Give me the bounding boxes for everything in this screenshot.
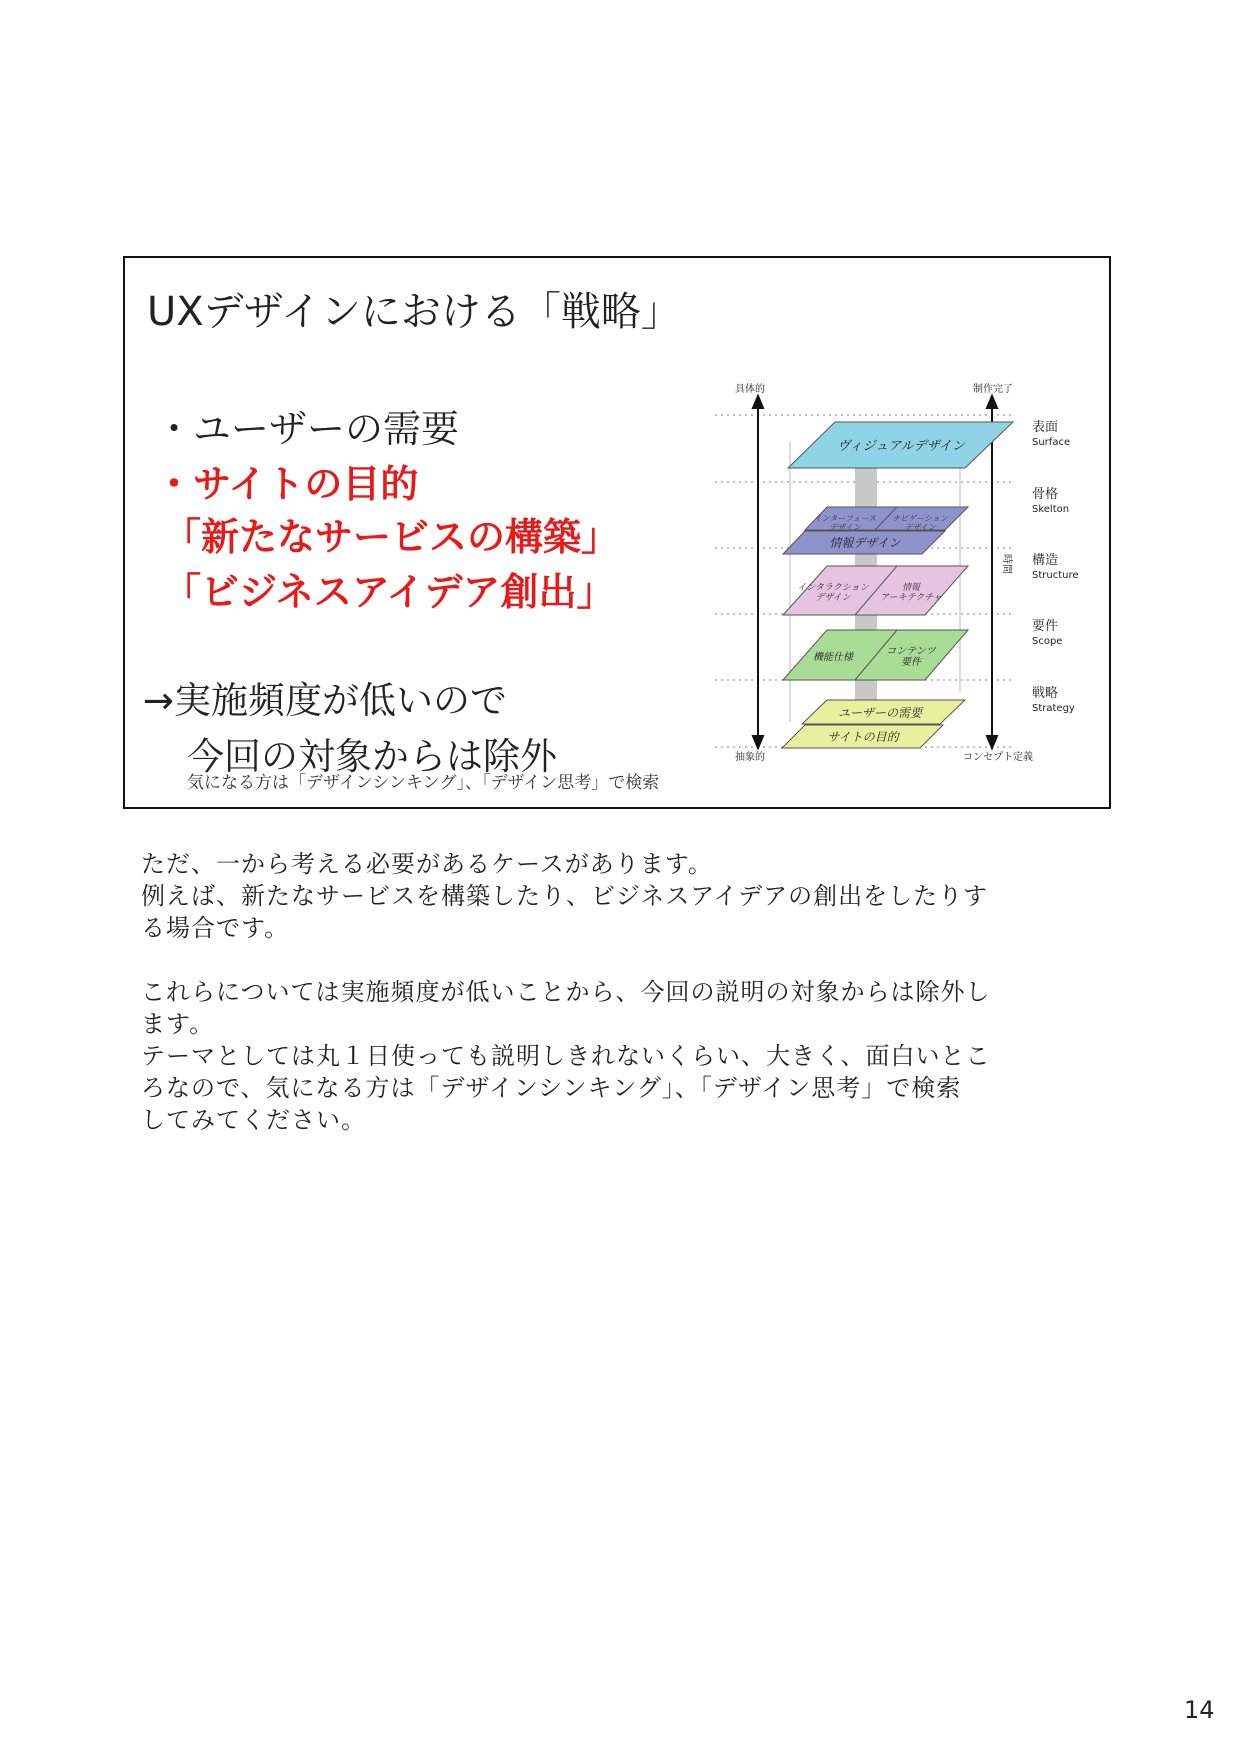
plane-label-functional-spec: 機能仕様: [813, 652, 853, 663]
label-time: 時間: [1001, 554, 1012, 574]
layer-scope-en: Scope: [1032, 636, 1063, 647]
plane-label-navigation-design: ナビゲーションデザイン: [892, 514, 948, 532]
layer-surface-ja: 表面: [1032, 420, 1059, 435]
slide-title: UXデザインにおける「戦略」: [147, 289, 681, 335]
skeleton-plane: [783, 507, 968, 554]
ux-five-planes-diagram: [715, 382, 1105, 762]
speaker-notes: [141, 848, 1081, 1136]
layer-surface-en: Surface: [1032, 437, 1071, 448]
label-concrete: 具体的: [735, 384, 765, 395]
structure-plane: [783, 566, 968, 615]
bullet-new-service: 「新たなサービスの構築」: [163, 515, 620, 559]
notes-line: してみてください。: [141, 1106, 366, 1134]
notes-line: 例えば、新たなサービスを構築したり、ビジネスアイデアの創出をしたりす: [141, 882, 989, 910]
layer-strategy-en: Strategy: [1032, 703, 1075, 714]
plane-label-information-design: 情報デザイン: [829, 536, 901, 550]
bullet-user-needs: ・ユーザーの需要: [155, 407, 460, 451]
layer-skeleton-ja: 骨格: [1032, 487, 1059, 502]
label-concept: コンセプト定義: [963, 752, 1033, 762]
notes-line: テーマとしては丸１日使っても説明しきれないくらい、大きく、面白いとこ: [141, 1042, 991, 1070]
plane-label-content-requirements: コンテンツ要件: [886, 646, 936, 668]
plane-label-interface-design: インターフェースデザイン: [813, 514, 877, 532]
notes-line: これらについては実施頻度が低いことから、今回の説明の対象からは除外し: [141, 978, 991, 1006]
bullet-business-idea: 「ビジネスアイデア創出」: [163, 570, 615, 614]
notes-line: ろなので、気になる方は「デザインシンキング」、「デザイン思考」で検索: [141, 1074, 962, 1102]
notes-line: る場合です。: [141, 914, 290, 942]
page-number: 14: [1184, 1696, 1215, 1724]
notes-line: ます。: [141, 1010, 215, 1038]
plane-label-information-architecture: 情報アーキテクチャ: [879, 583, 943, 603]
plane-label-site-objectives: サイトの目的: [827, 730, 899, 744]
bullet-excluded: 今回の対象からは除外: [187, 735, 557, 778]
layer-scope-ja: 要件: [1032, 619, 1059, 634]
layer-skeleton-en: Skelton: [1032, 504, 1070, 515]
notes-line: ただ、一から考える必要があるケースがあります。: [141, 850, 713, 878]
layer-labels: [1032, 420, 1079, 714]
plane-label-user-needs: ユーザーの需要: [837, 706, 923, 720]
small-note: 気になる方は「デザインシンキング」、「デザイン思考」で検索: [187, 773, 660, 793]
plane-label-visual-design: ヴィジュアルデザイン: [837, 439, 965, 454]
surface-plane: [788, 422, 1013, 468]
plane-label-interaction-design: インタラクションデザイン: [797, 583, 869, 603]
layer-strategy-ja: 戦略: [1032, 686, 1059, 701]
layer-structure-ja: 構造: [1032, 553, 1059, 568]
strategy-plane: [782, 700, 965, 748]
layer-structure-en: Structure: [1032, 570, 1079, 581]
bullet-low-frequency: →実施頻度が低いので: [143, 679, 508, 722]
bullet-site-objective: ・サイトの目的: [155, 462, 419, 506]
scope-plane: [783, 630, 968, 680]
label-abstract: 抽象的: [735, 752, 765, 762]
slide-frame: [123, 256, 1111, 809]
label-completion: 制作完了: [973, 384, 1013, 395]
